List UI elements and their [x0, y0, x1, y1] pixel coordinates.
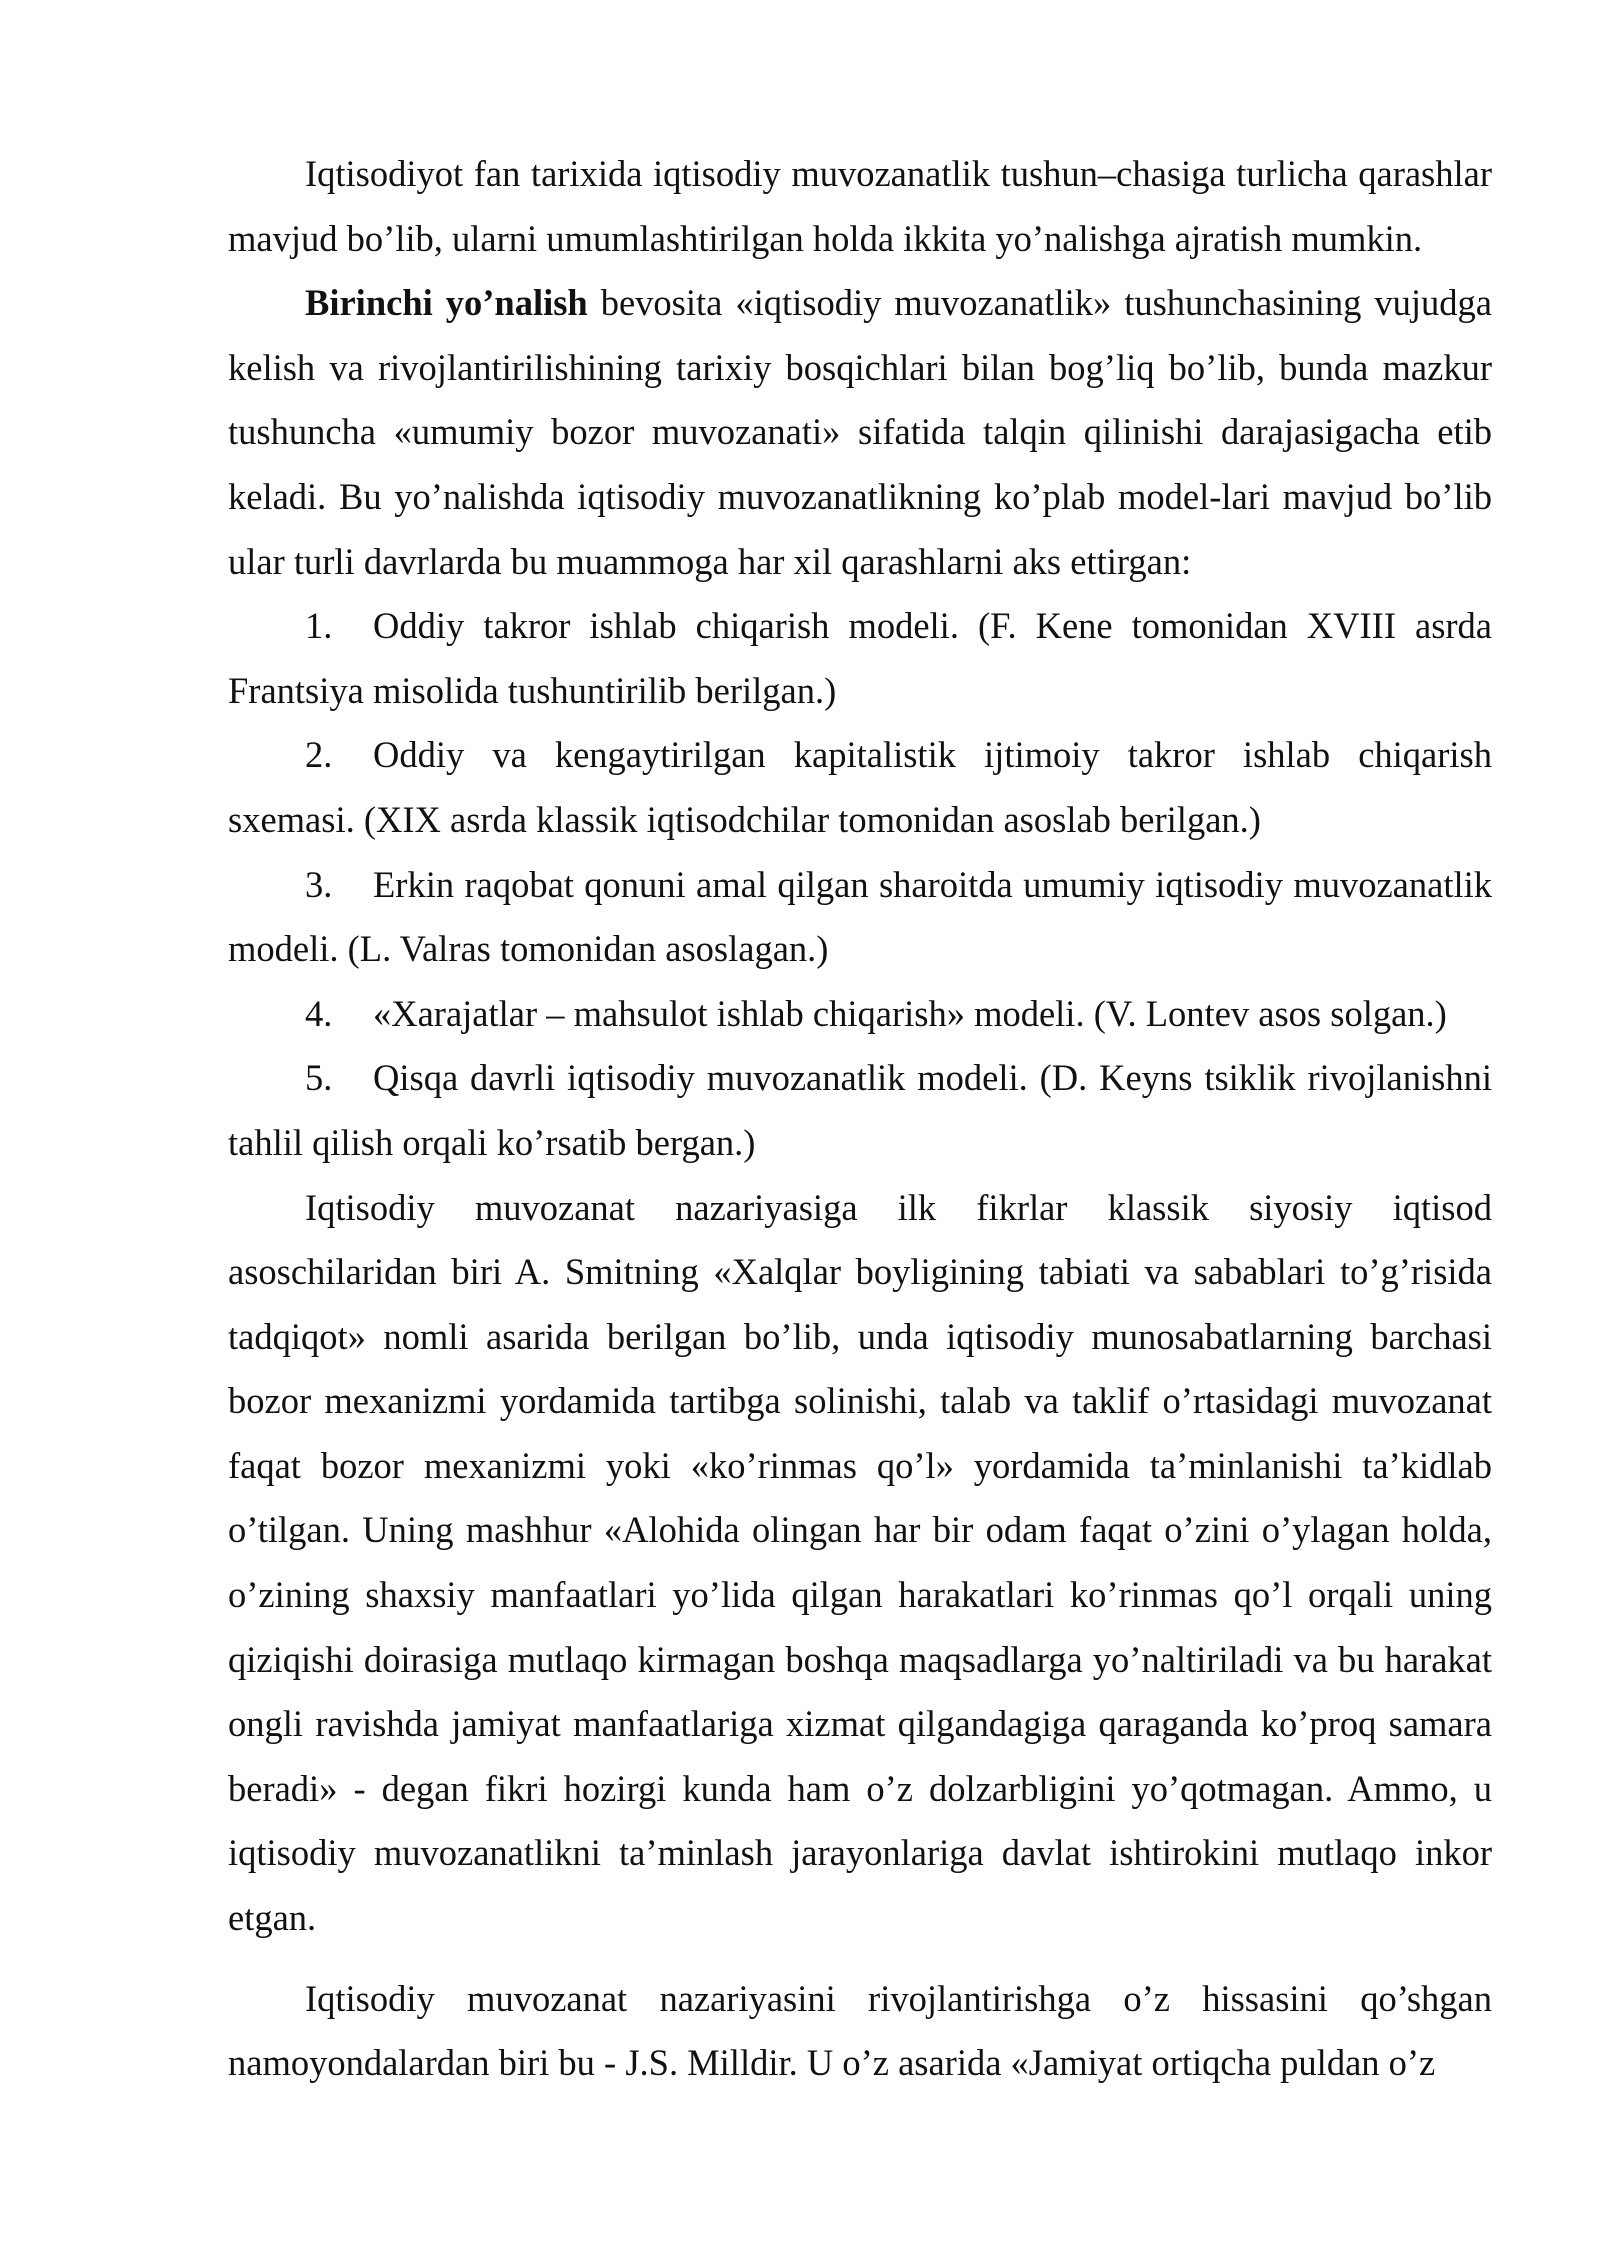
model-list: [228, 594, 1492, 1175]
list-number: 1.: [305, 605, 333, 647]
list-number: 3.: [305, 863, 333, 905]
paragraph-intro: Iqtisodiyot fan tarixida iqtisodiy muvozanatlik tushun–chasiga turlicha qarashlar mavjud bo’lib, ularni umumlashtirilgan holda ikkita yo’nalishga ajratish mumkin.: [228, 153, 1492, 259]
list-item-text: Erkin raqobat qonuni amal qilgan sharoitda umumiy iqtisodiy muvozanatlik modeli. (L. Valras tomonidan asoslagan.): [228, 863, 1492, 970]
list-item-text: «Xarajatlar – mahsulot ishlab chiqarish» modeli. (V. Lontev asos solgan.): [373, 992, 1447, 1034]
paragraph-mill: Iqtisodiy muvozanat nazariyasini rivojlantirishga o’z hissasini qo’shgan namoyondalardan biri bu - J.S. Milldir. U o’z asarida «Jamiyat ortiqcha puldan o’z: [228, 1977, 1492, 2084]
paragraph-smith: Iqtisodiy muvozanat nazariyasiga ilk fikrlar klassik siyosiy iqtisod asoschilaridan biri A. Smitning «Xalqlar boyligining tabiati va sabablari to’g’risida tadqiqot» nomli asarida berilgan bo’lib, unda iqtisodiy munosabatlarning barchasi bozor mexanizmi yordamida tartibga solinishi, talab va taklif o’rtasidagi muvozanat faqat bozor mexanizmi yoki «ko’rinmas qo’l» yordamida ta’minlanishi ta’kidlab o’tilgan. Uning mashhur «Alohida olingan har bir odam faqat o’zini o’ylagan holda, o’zining shaxsiy manfaatlari yo’lida qilgan harakatlari ko’rinmas qo’l orqali uning qiziqishi doirasiga mutlaqo kirmagan boshqa maqsadlarga yo’naltiriladi va bu harakat ongli ravishda jamiyat manfaatlariga xizmat qilgandagiga qaraganda ko’proq samara beradi» - degan fikri hozirgi kunda ham o’z dolzarbligini yo’qotmagan. Ammo, u iqtisodiy muvozanatlikni ta’minlash jarayonlariga davlat ishtirokini mutlaqo inkor etgan.: [228, 1186, 1492, 1939]
list-number: 5.: [305, 1057, 333, 1099]
list-number: 4.: [305, 992, 333, 1034]
paragraph-first-direction: [228, 271, 1492, 594]
list-item: [228, 982, 1492, 1047]
list-item: [228, 594, 1492, 723]
list-item: [228, 853, 1492, 982]
paragraph-first-direction-text: bevosita «iqtisodiy muvozanatlik» tushunchasining vujudga kelish va rivojlantirilishining tarixiy bosqichlari bilan bog’liq bo’lib, bunda mazkur tushuncha «umumiy bozor muvozanati» sifatida talqin qilinishi darajasigacha etib keladi. Bu yo’nalishda iqtisodiy muvozanatlikning ko’plab model-lari mavjud bo’lib ular turli davrlarda bu muammoga har xil qarashlarni aks ettirgan:: [228, 282, 1492, 582]
bold-heading-first-direction: Birinchi yo’nalish: [305, 282, 588, 324]
list-number: 2.: [305, 734, 333, 776]
list-item-text: Qisqa davrli iqtisodiy muvozanatlik modeli. (D. Keyns tsiklik rivojlanishni tahlil qilish orqali ko’rsatib bergan.): [228, 1057, 1492, 1163]
list-item: [228, 723, 1492, 852]
list-item-text: Oddiy va kengaytirilgan kapitalistik ijtimoiy takror ishlab chiqarish sxemasi. (XIX asrda klassik iqtisodchilar tomonidan asoslab berilgan.): [228, 734, 1492, 840]
list-item-text: Oddiy takror ishlab chiqarish modeli. (F. Kene tomonidan XVIII asrda Frantsiya misolida tushuntirilib berilgan.): [228, 605, 1492, 711]
document-page: [228, 142, 1492, 2096]
list-item: [228, 1046, 1492, 1175]
